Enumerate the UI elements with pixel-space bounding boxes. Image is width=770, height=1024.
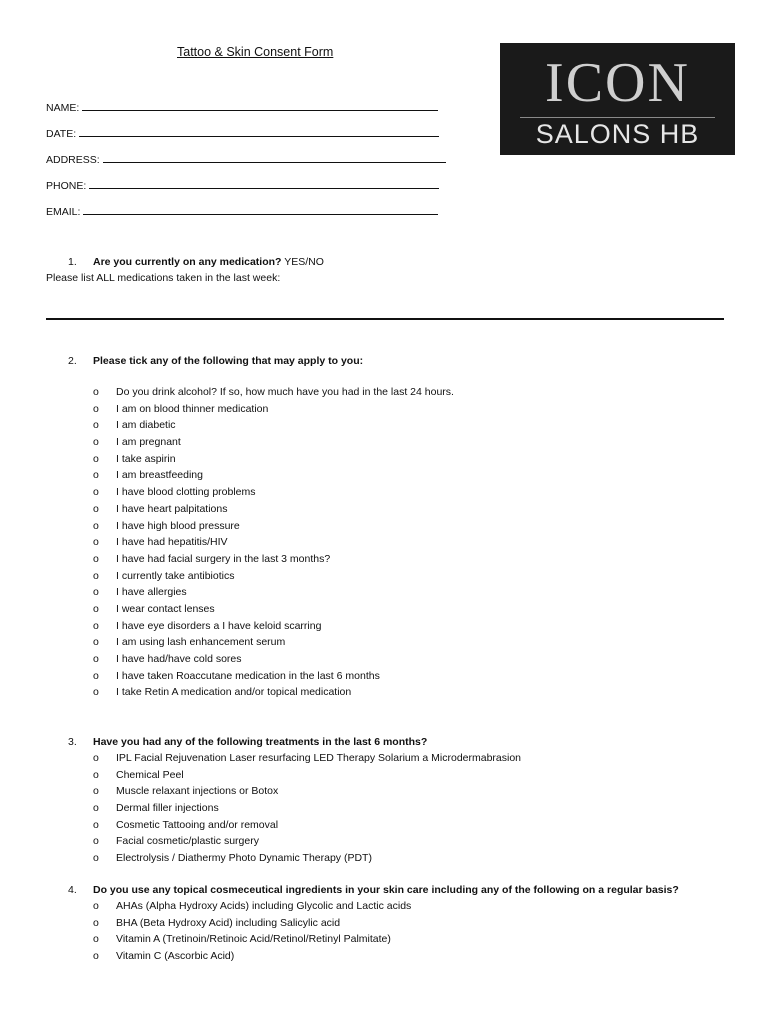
date-input-line[interactable] bbox=[79, 127, 439, 137]
question-2-list bbox=[93, 384, 454, 701]
list-item[interactable]: o I am using lash enhancement serum bbox=[93, 634, 454, 651]
checkbox-bullet[interactable]: o bbox=[93, 686, 99, 699]
list-item[interactable]: o Facial cosmetic/plastic surgery bbox=[93, 833, 521, 850]
list-item[interactable]: o Vitamin C (Ascorbic Acid) bbox=[93, 948, 411, 965]
checkbox-bullet[interactable]: o bbox=[93, 802, 99, 815]
list-item[interactable]: o Muscle relaxant injections or Botox bbox=[93, 783, 521, 800]
phone-field[interactable] bbox=[46, 179, 439, 192]
checkbox-bullet[interactable]: o bbox=[93, 950, 99, 963]
list-item[interactable]: o I am diabetic bbox=[93, 417, 454, 434]
name-label: NAME: bbox=[46, 102, 80, 114]
logo-icon-text: ICON bbox=[545, 52, 690, 114]
name-field[interactable] bbox=[46, 101, 438, 114]
phone-input-line[interactable] bbox=[89, 179, 439, 189]
list-item[interactable]: o Chemical Peel bbox=[93, 767, 521, 784]
logo-divider bbox=[520, 117, 715, 118]
question-3 bbox=[68, 736, 427, 748]
question-4 bbox=[68, 884, 679, 896]
checkbox-bullet[interactable]: o bbox=[93, 502, 99, 515]
list-item[interactable]: o I have high blood pressure bbox=[93, 518, 454, 535]
checkbox-bullet[interactable]: o bbox=[93, 669, 99, 682]
question-1 bbox=[68, 256, 324, 268]
list-item[interactable]: o I have had facial surgery in the last 3 months? bbox=[93, 551, 454, 568]
list-item[interactable]: o AHAs (Alpha Hydroxy Acids) including Glycolic and Lactic acids bbox=[93, 898, 411, 915]
question-3-text: Have you had any of the following treatments in the last 6 months? bbox=[93, 736, 428, 748]
checkbox-bullet[interactable]: o bbox=[93, 419, 99, 432]
list-item[interactable]: o I have allergies bbox=[93, 584, 454, 601]
checkbox-bullet[interactable]: o bbox=[93, 752, 99, 764]
form-title: Tattoo & Skin Consent Form bbox=[177, 45, 334, 59]
checkbox-bullet[interactable]: o bbox=[93, 933, 99, 946]
checkbox-bullet[interactable]: o bbox=[93, 402, 99, 415]
checkbox-bullet[interactable]: o bbox=[93, 436, 99, 449]
address-input-line[interactable] bbox=[103, 153, 446, 163]
checkbox-bullet[interactable]: o bbox=[93, 386, 99, 398]
checkbox-bullet[interactable]: o bbox=[93, 452, 99, 465]
address-label: ADDRESS: bbox=[46, 154, 100, 166]
list-item[interactable]: o I have taken Roaccutane medication in the last 6 months bbox=[93, 668, 454, 685]
date-label: DATE: bbox=[46, 128, 77, 140]
question-4-list bbox=[93, 898, 411, 965]
list-item[interactable]: o I have blood clotting problems bbox=[93, 484, 454, 501]
checkbox-bullet[interactable]: o bbox=[93, 900, 99, 912]
list-item[interactable]: o I have had hepatitis/HIV bbox=[93, 534, 454, 551]
checkbox-bullet[interactable]: o bbox=[93, 636, 99, 649]
checkbox-bullet[interactable]: o bbox=[93, 835, 99, 848]
question-4-number: 4. bbox=[68, 884, 77, 896]
list-item[interactable]: o I take Retin A medication and/or topical medication bbox=[93, 684, 454, 701]
question-2 bbox=[68, 355, 363, 367]
checkbox-bullet[interactable]: o bbox=[93, 852, 99, 865]
list-item[interactable]: o Electrolysis / Diathermy Photo Dynamic Therapy (PDT) bbox=[93, 850, 521, 867]
question-1-number: 1. bbox=[68, 256, 77, 268]
address-field[interactable] bbox=[46, 153, 446, 166]
checkbox-bullet[interactable]: o bbox=[93, 536, 99, 549]
checkbox-bullet[interactable]: o bbox=[93, 818, 99, 831]
checkbox-bullet[interactable]: o bbox=[93, 653, 99, 665]
list-item[interactable]: o I wear contact lenses bbox=[93, 601, 454, 618]
question-2-number: 2. bbox=[68, 355, 77, 367]
checkbox-bullet[interactable]: o bbox=[93, 469, 99, 482]
list-item[interactable]: o I am on blood thinner medication bbox=[93, 401, 454, 418]
list-item[interactable]: o Cosmetic Tattooing and/or removal bbox=[93, 817, 521, 834]
question-3-number: 3. bbox=[68, 736, 77, 748]
list-item[interactable]: o Do you drink alcohol? If so, how much have you had in the last 24 hours. bbox=[93, 384, 454, 401]
list-item[interactable]: o I am pregnant bbox=[93, 434, 454, 451]
checkbox-bullet[interactable]: o bbox=[93, 785, 99, 798]
medication-answer-line[interactable] bbox=[46, 318, 724, 320]
email-label: EMAIL: bbox=[46, 206, 81, 218]
question-2-text: Please tick any of the following that may apply to you: bbox=[93, 355, 364, 367]
list-item[interactable]: o I have eye disorders a I have keloid scarring bbox=[93, 618, 454, 635]
list-item[interactable]: o I have heart palpitations bbox=[93, 501, 454, 518]
name-input-line[interactable] bbox=[82, 101, 438, 111]
phone-label: PHONE: bbox=[46, 180, 87, 192]
checkbox-bullet[interactable]: o bbox=[93, 586, 99, 599]
checkbox-bullet[interactable]: o bbox=[93, 552, 99, 565]
list-item[interactable]: o I take aspirin bbox=[93, 451, 454, 468]
email-field[interactable] bbox=[46, 205, 438, 218]
checkbox-bullet[interactable]: o bbox=[93, 486, 99, 499]
checkbox-bullet[interactable]: o bbox=[93, 916, 99, 929]
list-item[interactable]: o Dermal filler injections bbox=[93, 800, 521, 817]
question-4-text: Do you use any topical cosmeceutical ingredients in your skin care including any of the following on a regular basis? bbox=[93, 884, 679, 896]
date-field[interactable] bbox=[46, 127, 439, 140]
question-1-text: Are you currently on any medication? bbox=[93, 256, 282, 268]
salon-logo bbox=[500, 43, 735, 155]
checkbox-bullet[interactable]: o bbox=[93, 602, 99, 615]
question-3-list bbox=[93, 750, 521, 867]
list-item[interactable]: o Vitamin A (Tretinoin/Retinoic Acid/Retinol/Retinyl Palmitate) bbox=[93, 931, 411, 948]
list-item[interactable]: o BHA (Beta Hydroxy Acid) including Salicylic acid bbox=[93, 915, 411, 932]
email-input-line[interactable] bbox=[83, 205, 438, 215]
checkbox-bullet[interactable]: o bbox=[93, 569, 99, 582]
list-item[interactable]: o I am breastfeeding bbox=[93, 467, 454, 484]
question-1-answer[interactable]: YES/NO bbox=[281, 256, 324, 268]
medication-instructions: Please list ALL medications taken in the last week: bbox=[46, 272, 281, 284]
checkbox-bullet[interactable]: o bbox=[93, 768, 99, 781]
checkbox-bullet[interactable]: o bbox=[93, 619, 99, 632]
checkbox-bullet[interactable]: o bbox=[93, 519, 99, 532]
logo-salons-text: SALONS HB bbox=[535, 119, 700, 149]
list-item[interactable]: o IPL Facial Rejuvenation Laser resurfacing LED Therapy Solarium a Microdermabrasion bbox=[93, 750, 521, 767]
list-item[interactable]: o I have had/have cold sores bbox=[93, 651, 454, 668]
list-item[interactable]: o I currently take antibiotics bbox=[93, 568, 454, 585]
